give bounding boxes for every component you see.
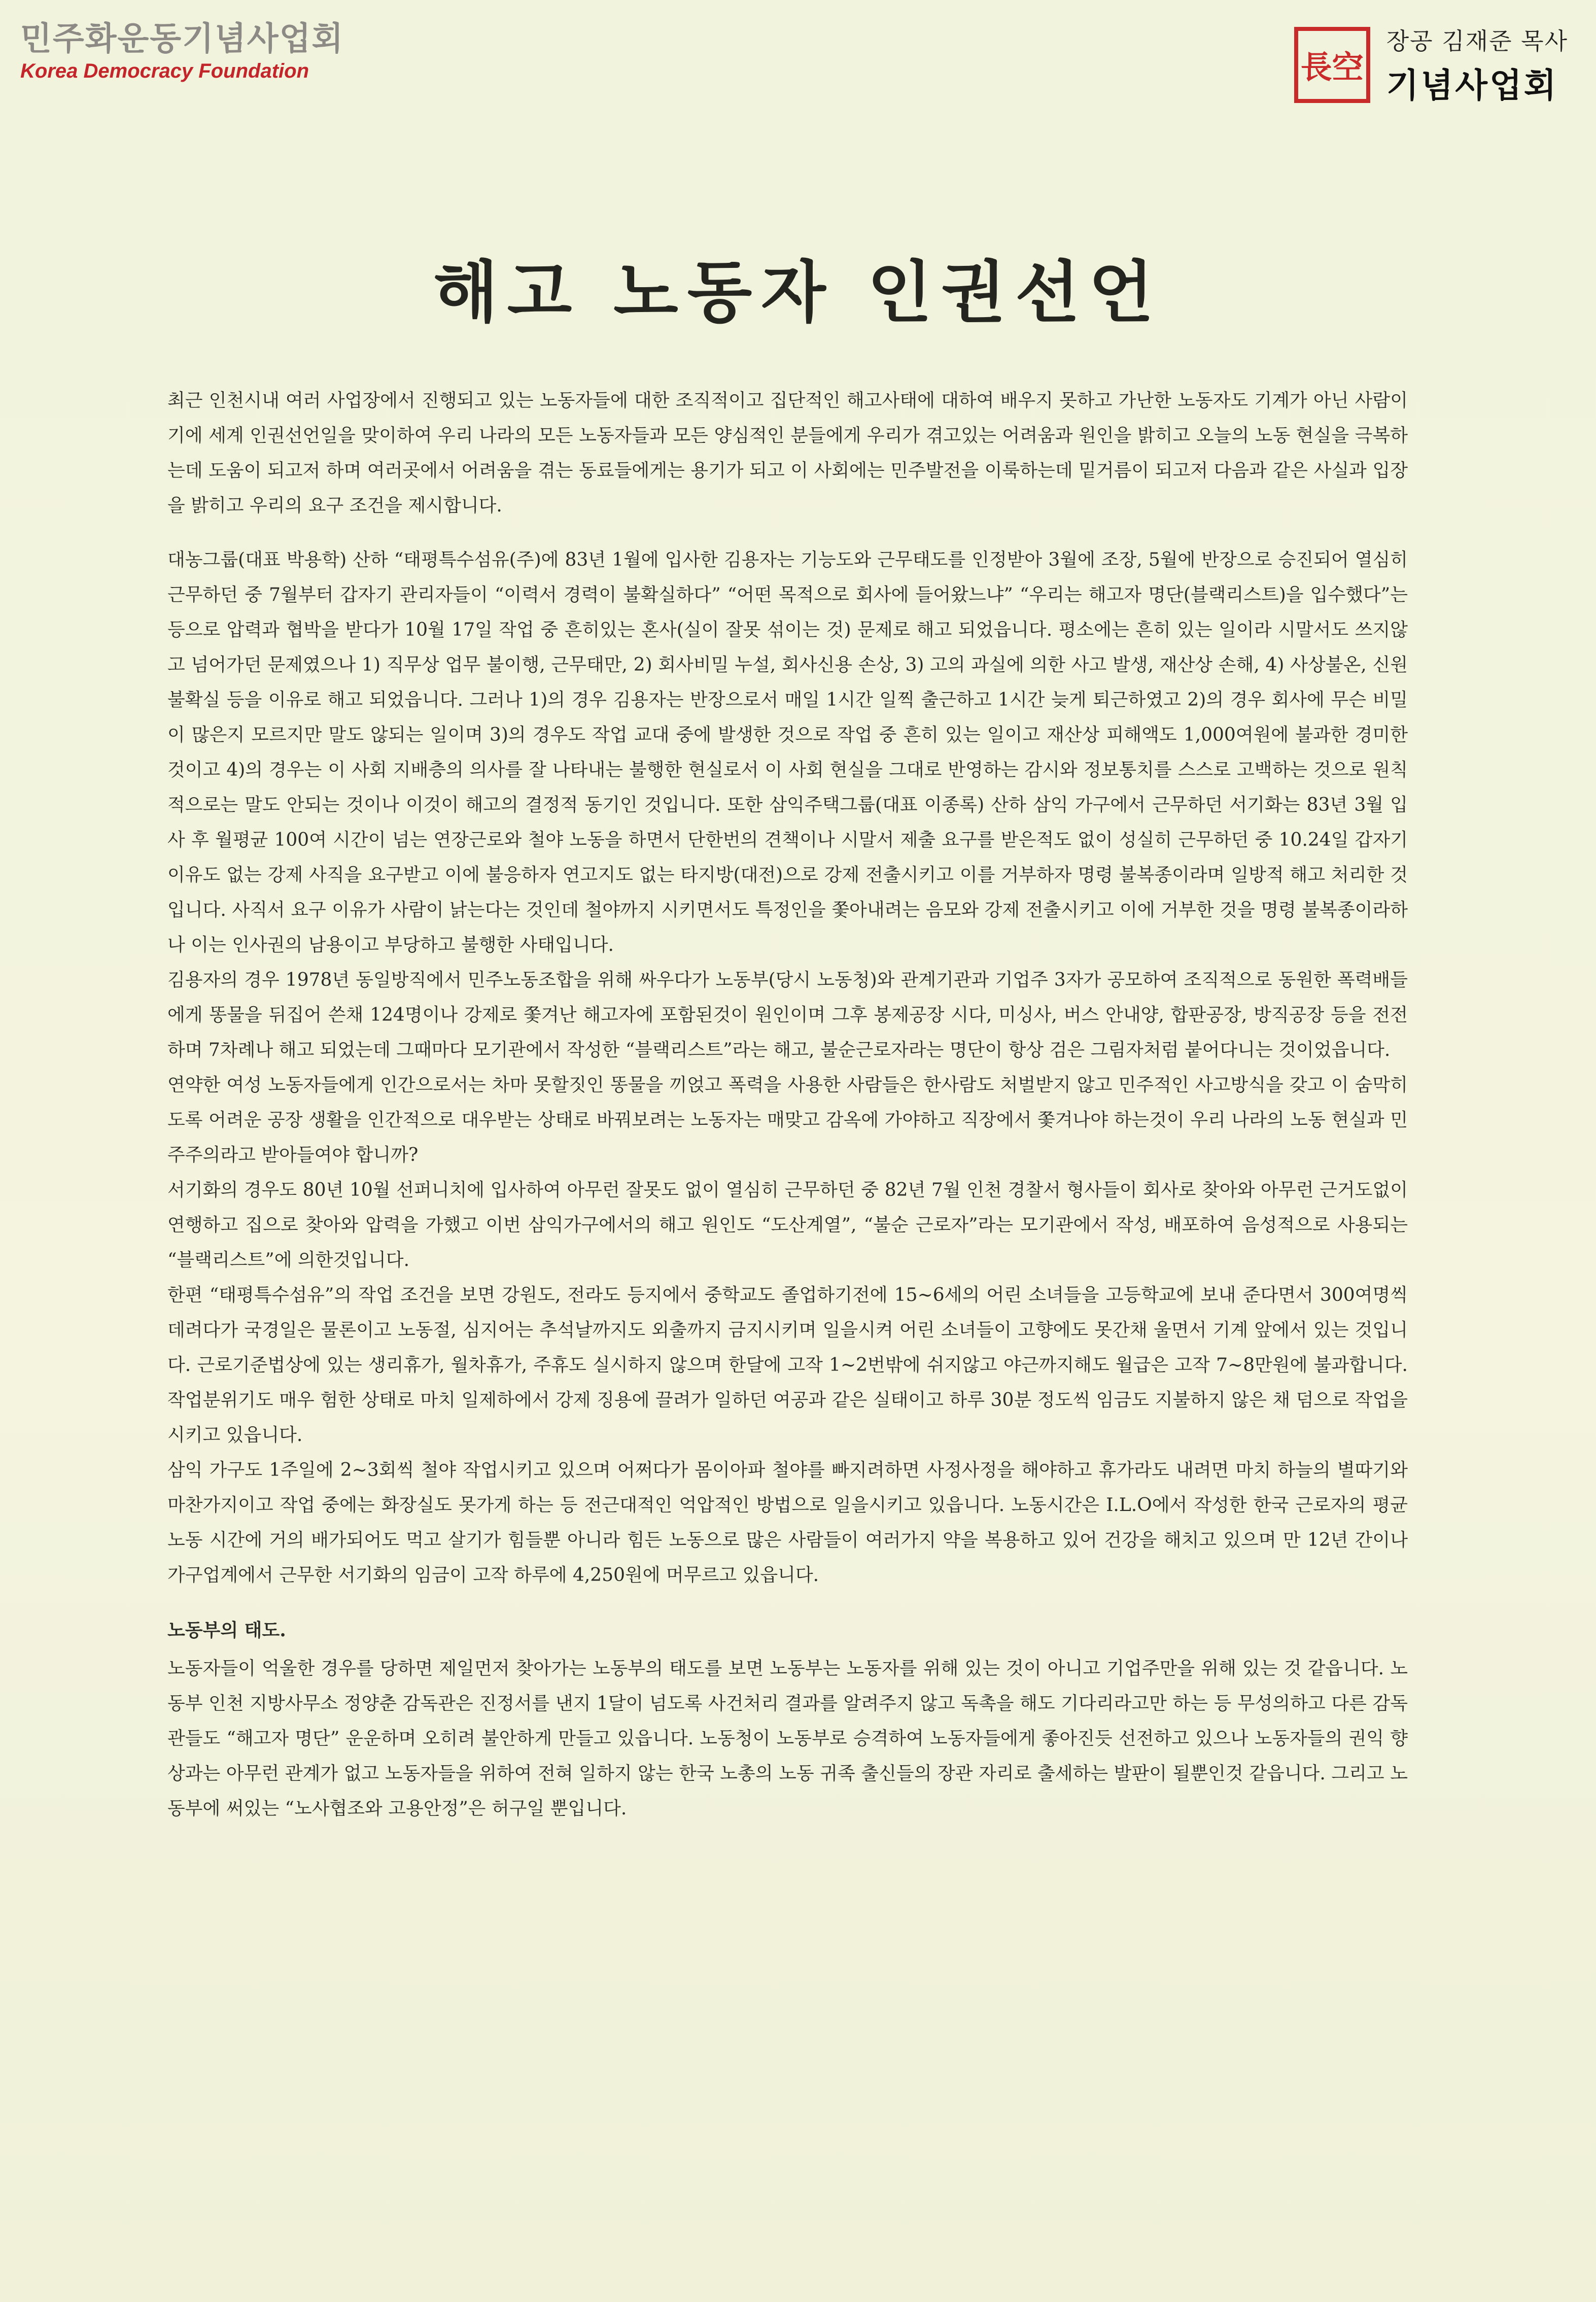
paragraph: 한편 “태평특수섬유”의 작업 조건을 보면 강원도, 전라도 등지에서 중학교도 졸업하기전에 15~6세의 어린 소녀들을 고등학교에 보내 준다면서 300여명씩 데려다가 국경일은 물론이고 노동절, 심지어는 추석날까지도 외출까지 금지시키며 일을시켜 어린 소녀들이 고향에도 못간채 울면서 기계 앞에서 있는 것입니다. 근로기준법상에 있는 생리휴가, 월차휴가, 주휴도 실시하지 않으며 한달에 고작 1~2번밖에 쉬지않고 야근까지해도 월급은 고작 7~8만원에 불과합니다. 작업분위기도 매우 험한 상태로 마치 일제하에서 강제 징용에 끌려가 일하던 여공과 같은 실태이고 하루 30분 정도씩 임금도 지불하지 않은 채 덤으로 작업을 시키고 있읍니다. bbox=[167, 1285, 1408, 1446]
foundation-name-english: Korea Democracy Foundation bbox=[20, 60, 309, 83]
foundation-logo bbox=[20, 21, 344, 83]
memorial-society-logo bbox=[1294, 23, 1568, 107]
paragraph: 연약한 여성 노동자들에게 인간으로서는 차마 못할짓인 똥물을 끼얹고 폭력을 사용한 사람들은 한사람도 처벌받지 않고 민주적인 사고방식을 갖고 이 숨막히도록 어려운 공장 생활을 인간적으로 대우받는 상태로 바꿔보려는 노동자는 매맞고 감옥에 가야하고 직장에서 쫓겨나야 하는것이 우리 나라의 노동 현실과 민주주의라고 받아들여야 합니까? bbox=[167, 1075, 1408, 1165]
paragraph: 삼익 가구도 1주일에 2~3회씩 철야 작업시키고 있으며 어쩌다가 몸이아파 철야를 빠지려하면 사정사정을 해야하고 휴가라도 내려면 마치 하늘의 별따기와 마찬가지이고 작업 중에는 화장실도 못가게 하는 등 전근대적인 억압적인 방법으로 일을시키고 있읍니다. 노동시간은 I.L.O에서 작성한 한국 근로자의 평균 노동 시간에 거의 배가되어도 먹고 살기가 힘들뿐 아니라 힘든 노동으로 많은 사람들이 여러가지 약을 복용하고 있어 건강을 해치고 있으며 만 12년 간이나 가구업계에서 근무한 서기화의 임금이 고작 하루에 4,250원에 머무르고 있읍니다. bbox=[167, 1460, 1408, 1586]
paragraph: 노동자들이 억울한 경우를 당하면 제일먼저 찾아가는 노동부의 태도를 보면 노동부는 노동자를 위해 있는 것이 아니고 기업주만을 위해 있는 것 같읍니다. 노동부 인천 지방사무소 정양춘 감독관은 진정서를 낸지 1달이 넘도록 사건처리 결과를 알려주지 않고 독촉을 해도 기다리라고만 하는 등 무성의하고 다른 감독관들도 “해고자 명단” 운운하며 오히려 불안하게 만들고 있읍니다. 노동청이 노동부로 승격하여 노동자들에게 좋아진듯 선전하고 있으나 노동자들의 권익 향상과는 아무런 관계가 없고 노동자들을 위하여 전혀 일하지 않는 한국 노총의 노동 귀족 출신들의 장관 자리로 출세하는 발판이 될뿐인것 같읍니다. 그리고 노동부에 써있는 “노사협조와 고용안정”은 허구일 뿐입니다. bbox=[167, 1658, 1408, 1819]
memorial-name-line2: 기념사업회 bbox=[1386, 66, 1558, 105]
memorial-name-line1: 장공 김재준 목사 bbox=[1386, 27, 1568, 55]
foundation-name-korean: 민주화운동기념사업회 bbox=[20, 20, 344, 58]
paragraph: 김용자의 경우 1978년 동일방직에서 민주노동조합을 위해 싸우다가 노동부(당시 노동청)와 관계기관과 기업주 3자가 공모하여 조직적으로 동원한 폭력배들에게 똥물을 뒤집어 쓴채 124명이나 강제로 쫓겨난 해고자에 포함된것이 원인이며 그후 봉제공장 시다, 미싱사, 버스 안내양, 합판공장, 방직공장 등을 전전하며 7차례나 해고 되었는데 그때마다 모기관에서 작성한 “블랙리스트”라는 해고, 불순근로자라는 명단이 항상 검은 그림자처럼 붙어다니는 것이었읍니다. bbox=[167, 970, 1408, 1060]
paragraph-intro: 최근 인천시내 여러 사업장에서 진행되고 있는 노동자들에 대한 조직적이고 집단적인 해고사태에 대하여 배우지 못하고 가난한 노동자도 기계가 아닌 사람이기에 세계 인권선언일을 맞이하여 우리 나라의 모든 노동자들과 모든 양심적인 분들에게 우리가 겪고있는 어려움과 원인을 밝히고 오늘의 노동 현실을 극복하는데 도움이 되고저 하며 여러곳에서 어려움을 겪는 동료들에게는 용기가 되고 이 사회에는 민주발전을 이룩하는데 밑거름이 되고저 다음과 같은 사실과 입장을 밝히고 우리의 요구 조건을 제시합니다. bbox=[167, 390, 1408, 516]
seal-stamp: 長空 bbox=[1294, 27, 1370, 103]
section-heading: 노동부의 태도. bbox=[167, 1620, 286, 1641]
paragraph: 대농그룹(대표 박용학) 산하 “태평특수섬유(주)에 83년 1월에 입사한 김용자는 기능도와 근무태도를 인정받아 3월에 조장, 5월에 반장으로 승진되어 열심히 근무하던 중 7월부터 갑자기 관리자들이 “이력서 경력이 불확실하다” “어떤 목적으로 회사에 들어왔느냐” “우리는 해고자 명단(블랙리스트)을 입수했다”는 등으로 압력과 협박을 받다가 10월 17일 작업 중 흔히있는 혼사(실이 잘못 섞이는 것) 문제로 해고 되었읍니다. 평소에는 흔히 있는 일이라 시말서도 쓰지않고 넘어가던 문제였으나 1) 직무상 업무 불이행, 근무태만, 2) 회사비밀 누설, 회사신용 손상, 3) 고의 과실에 의한 사고 발생, 재산상 손해, 4) 사상불온, 신원불확실 등을 이유로 해고 되었읍니다. 그러나 1)의 경우 김용자는 반장으로서 매일 1시간 일찍 출근하고 1시간 늦게 퇴근하였고 2)의 경우 회사에 무슨 비밀이 많은지 모르지만 말도 않되는 일이며 3)의 경우도 작업 교대 중에 발생한 것으로 작업 중 흔히 있는 일이고 재산상 피해액도 1,000여원에 불과한 경미한 것이고 4)의 경우는 이 사회 지배층의 의사를 잘 나타내는 불행한 현실로서 이 사회 현실을 그대로 반영하는 감시와 정보통치를 스스로 고백하는 것으로 원칙적으로는 말도 안되는 것이나 이것이 해고의 결정적 동기인 것입니다. 또한 삼익주택그룹(대표 이종록) 산하 삼익 가구에서 근무하던 서기화는 83년 3월 입사 후 월평균 100여 시간이 넘는 연장근로와 철야 노동을 하면서 단한번의 견책이나 시말서 제출 요구를 받은적도 없이 성실히 근무하던 중 10.24일 갑자기 이유도 없는 강제 사직을 요구받고 이에 불응하자 연고지도 없는 타지방(대전)으로 강제 전출시키고 이를 거부하자 명령 불복종이라며 일방적 해고 처리한 것입니다. 사직서 요구 이유가 사람이 낡는다는 것인데 철야까지 시키면서도 특정인을 쫓아내려는 음모와 강제 전출시키고 이에 거부한 것을 명령 불복종이라하나 이는 인사권의 남용이고 부당하고 불행한 사태입니다. bbox=[167, 549, 1408, 955]
document-title: 해고 노동자 인권선언 bbox=[433, 253, 1163, 332]
document-body bbox=[167, 383, 1408, 1826]
paragraph: 서기화의 경우도 80년 10월 선퍼니치에 입사하여 아무런 잘못도 없이 열심히 근무하던 중 82년 7월 인천 경찰서 형사들이 회사로 찾아와 아무런 근거도없이 연행하고 집으로 찾아와 압력을 가했고 이번 삼익가구에서의 해고 원인도 “도산계열”, “불순 근로자”라는 모기관에서 작성, 배포하여 음성적으로 사용되는 “블랙리스트”에 의한것입니다. bbox=[167, 1180, 1408, 1270]
